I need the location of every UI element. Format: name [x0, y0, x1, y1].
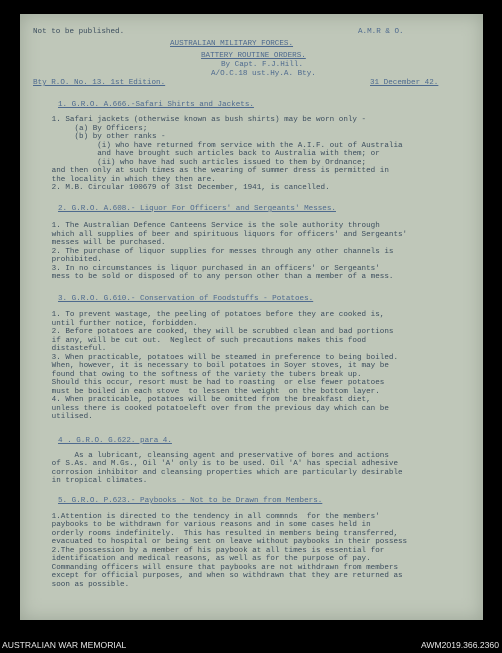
section-4-body: As a lubricant, cleansing agent and preservative of bores and actions of S.As. and M.Gs., Oil 'A' only is to be used. Oil 'A' has special adhesive corrosion inhibitor and cleansing properties which are particularly desirable in tropical climates.: [51, 451, 403, 485]
reference-code: A.M.R & O.: [358, 28, 404, 36]
order-number: Bty R.O. No. 13. 1st Edition.: [33, 79, 166, 87]
document-title: BATTERY ROUTINE ORDERS.: [201, 52, 306, 60]
order-date: 31 December 42.: [370, 79, 439, 87]
section-4-heading: 4 . G.R.O. G.622. para 4.: [58, 437, 172, 445]
publication-notice: Not to be published.: [33, 28, 125, 36]
section-1-body: 1. Safari jackets (otherwise known as bush shirts) may be worn only - (a) By Officers; (b) by other ranks - (i) who have returned from service with the A.I.F. out of Australia and have brought such articles back to Australia with them; or (ii) who have had such articles issued to them by Ordnance; and then only at such times as the wearing of summer dress is permitted in the locality in which they then are. 2. M.B. Circular 100679 of 31st December, 1941, is cancelled.: [51, 116, 403, 192]
section-5-body: 1.Attention is directed to the tendency in all commnds for the members' paybooks to be withdrawn for various reasons and in some cases held in orderly rooms indefinitely. This has resulted in members being transferred, evacuated to hospital or being sent on leave without paybooks in their possess 2.The possession by a member of his paybook at all times is essential for identification and medical reasons, as well as for the purpose of pay. Commanding officers will ensure that paybooks are not withdrawn from members except for official purposes, and when so withdrawn that they are returned as soon as possible.: [51, 512, 408, 589]
unit-line: A/O.C.18 ust.Hy.A. Bty.: [211, 70, 316, 78]
footer-accession-number: AWM2019.366.2360: [420, 640, 499, 650]
section-2-heading: 2. G.R.O. A.608.- Liquor For Officers' and Sergeants' Messes.: [58, 205, 336, 213]
section-2-body: 1. The Australian Defence Canteens Service is the sole authority through which all supplies of beer and spirituous liquors for officers' and Sergeants' messes will be purchased. 2. The purchase of liquor supplies for messes through any other channels is prohibited. 3. In no circumstances is liquor purchased in an officers' or Sergeants' mess to be sold or disposed of to any person other than a member of a mess.: [51, 222, 408, 281]
section-3-heading: 3. G.R.O. G.610.- Conservation of Foodstuffs - Potatoes.: [58, 295, 314, 303]
issued-by: By Capt. F.J.Hill.: [221, 61, 304, 69]
footer-source: AUSTRALIAN WAR MEMORIAL: [2, 640, 127, 650]
section-5-heading: 5. G.R.O. P.623.- Paybooks - Not to be Drawn from Members.: [58, 497, 323, 505]
section-1-heading: 1. G.R.O. A.666.-Safari Shirts and Jackets.: [58, 101, 254, 109]
section-3-body: 1. To prevent wastage, the peeling of potatoes before they are cooked is, until further notice, forbidden. 2. Before potatoes are cooked, they will be scrubbed clean and bad portions if any, will be cut out. Neglect of such precautions makes this food distasteful. 3. When practicable, potatoes will be steamed in preference to being boiled. When, however, it is necessary to boil potatoes in Soyer stoves, it may be found that owing to the softness of the variety the tubers break up. Should this occur, resort must be had to roasting or else fewer potatoes must be boiled in each stove to lessen the weight on the bottom layer. 4. When practicable, potatoes will be omitted from the breakfast diet, unless there is cooked potatoeleft over from the previous day which can be utilised.: [51, 311, 399, 421]
organisation-heading: AUSTRALIAN MILITARY FORCES.: [170, 40, 294, 48]
